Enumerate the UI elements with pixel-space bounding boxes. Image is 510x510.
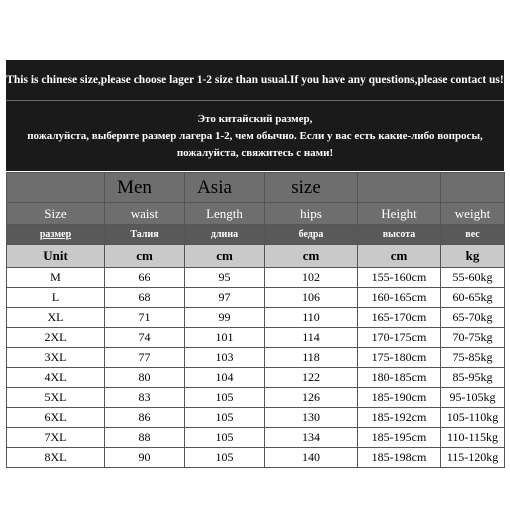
cell-waist: 86	[105, 408, 185, 428]
cell-size: 7XL	[7, 428, 105, 448]
table-row	[7, 268, 505, 288]
table-row	[7, 308, 505, 328]
title-cell-empty	[7, 173, 105, 203]
cell-height: 170-175cm	[358, 328, 441, 348]
cell-size: 3XL	[7, 348, 105, 368]
cell-hips: 122	[265, 368, 358, 388]
cell-length: 101	[185, 328, 265, 348]
table-row	[7, 288, 505, 308]
table-row	[7, 448, 505, 468]
cell-length: 105	[185, 448, 265, 468]
cell-weight: 95-105kg	[441, 388, 505, 408]
cell-length: 105	[185, 408, 265, 428]
unit-waist: cm	[105, 245, 185, 268]
cell-weight: 85-95kg	[441, 368, 505, 388]
title-cell-size	[265, 173, 358, 203]
table-row	[7, 428, 505, 448]
cell-size: 2XL	[7, 328, 105, 348]
cell-weight: 70-75kg	[441, 328, 505, 348]
english-notice-text: This is chinese size,please choose lager 1-2 size than usual.If you have any questions,please contact us!	[6, 74, 504, 86]
cell-waist: 66	[105, 268, 185, 288]
cell-height: 155-160cm	[358, 268, 441, 288]
table-row	[7, 368, 505, 388]
title-men: Men	[117, 176, 152, 198]
header-ru-size: размер	[7, 225, 105, 245]
table-row	[7, 328, 505, 348]
title-asia: Asia	[197, 176, 232, 198]
cell-size: L	[7, 288, 105, 308]
cell-size: 6XL	[7, 408, 105, 428]
unit-row	[7, 245, 505, 268]
header-waist: waist	[105, 203, 185, 225]
cell-hips: 140	[265, 448, 358, 468]
title-cell-asia	[185, 173, 265, 203]
header-weight: weight	[441, 203, 505, 225]
header-ru-height: высота	[358, 225, 441, 245]
russian-size-notice	[6, 101, 504, 171]
cell-size: M	[7, 268, 105, 288]
cell-waist: 68	[105, 288, 185, 308]
cell-hips: 118	[265, 348, 358, 368]
english-header-row	[7, 203, 505, 225]
cell-hips: 102	[265, 268, 358, 288]
russian-notice-line-2: пожалуйста, выберите размер лагера 1-2, чем обычно. Если у вас есть какие-либо вопросы,	[27, 129, 483, 142]
cell-hips: 134	[265, 428, 358, 448]
cell-hips: 130	[265, 408, 358, 428]
size-chart-table	[6, 172, 505, 468]
cell-hips: 106	[265, 288, 358, 308]
cell-height: 160-165cm	[358, 288, 441, 308]
unit-hips: cm	[265, 245, 358, 268]
header-hips: hips	[265, 203, 358, 225]
header-ru-hips: бедра	[265, 225, 358, 245]
cell-weight: 55-60kg	[441, 268, 505, 288]
cell-height: 185-190cm	[358, 388, 441, 408]
unit-weight: kg	[441, 245, 505, 268]
cell-height: 185-192cm	[358, 408, 441, 428]
cell-weight: 75-85kg	[441, 348, 505, 368]
table-row	[7, 408, 505, 428]
cell-size: 8XL	[7, 448, 105, 468]
title-cell-empty	[358, 173, 441, 203]
cell-hips: 126	[265, 388, 358, 408]
cell-waist: 80	[105, 368, 185, 388]
cell-length: 95	[185, 268, 265, 288]
unit-height: cm	[358, 245, 441, 268]
cell-length: 99	[185, 308, 265, 328]
cell-weight: 105-110kg	[441, 408, 505, 428]
cell-weight: 65-70kg	[441, 308, 505, 328]
cell-length: 105	[185, 388, 265, 408]
english-size-notice	[6, 60, 504, 101]
cell-size: 4XL	[7, 368, 105, 388]
cell-waist: 83	[105, 388, 185, 408]
cell-height: 185-198cm	[358, 448, 441, 468]
cell-length: 105	[185, 428, 265, 448]
cell-waist: 90	[105, 448, 185, 468]
russian-notice-line-1: Это китайский размер,	[197, 112, 313, 125]
table-row	[7, 348, 505, 368]
header-ru-waist: Талия	[105, 225, 185, 245]
size-chart-title-row	[7, 173, 505, 203]
title-size: size	[291, 176, 321, 198]
unit-length: cm	[185, 245, 265, 268]
unit-label: Unit	[7, 245, 105, 268]
cell-waist: 71	[105, 308, 185, 328]
header-height: Height	[358, 203, 441, 225]
russian-header-row	[7, 225, 505, 245]
header-ru-weight: вес	[441, 225, 505, 245]
cell-waist: 88	[105, 428, 185, 448]
cell-length: 104	[185, 368, 265, 388]
cell-size: XL	[7, 308, 105, 328]
cell-weight: 115-120kg	[441, 448, 505, 468]
russian-notice-line-3: пожалуйста, свяжитесь с нами!	[176, 146, 334, 159]
title-cell-men	[105, 173, 185, 203]
cell-waist: 77	[105, 348, 185, 368]
title-cell-empty	[441, 173, 505, 203]
cell-hips: 110	[265, 308, 358, 328]
cell-height: 185-195cm	[358, 428, 441, 448]
cell-size: 5XL	[7, 388, 105, 408]
cell-height: 165-170cm	[358, 308, 441, 328]
cell-length: 103	[185, 348, 265, 368]
cell-waist: 74	[105, 328, 185, 348]
cell-hips: 114	[265, 328, 358, 348]
cell-weight: 60-65kg	[441, 288, 505, 308]
cell-height: 175-180cm	[358, 348, 441, 368]
cell-length: 97	[185, 288, 265, 308]
cell-weight: 110-115kg	[441, 428, 505, 448]
header-length: Length	[185, 203, 265, 225]
header-ru-length: длина	[185, 225, 265, 245]
cell-height: 180-185cm	[358, 368, 441, 388]
header-size: Size	[7, 203, 105, 225]
table-row	[7, 388, 505, 408]
